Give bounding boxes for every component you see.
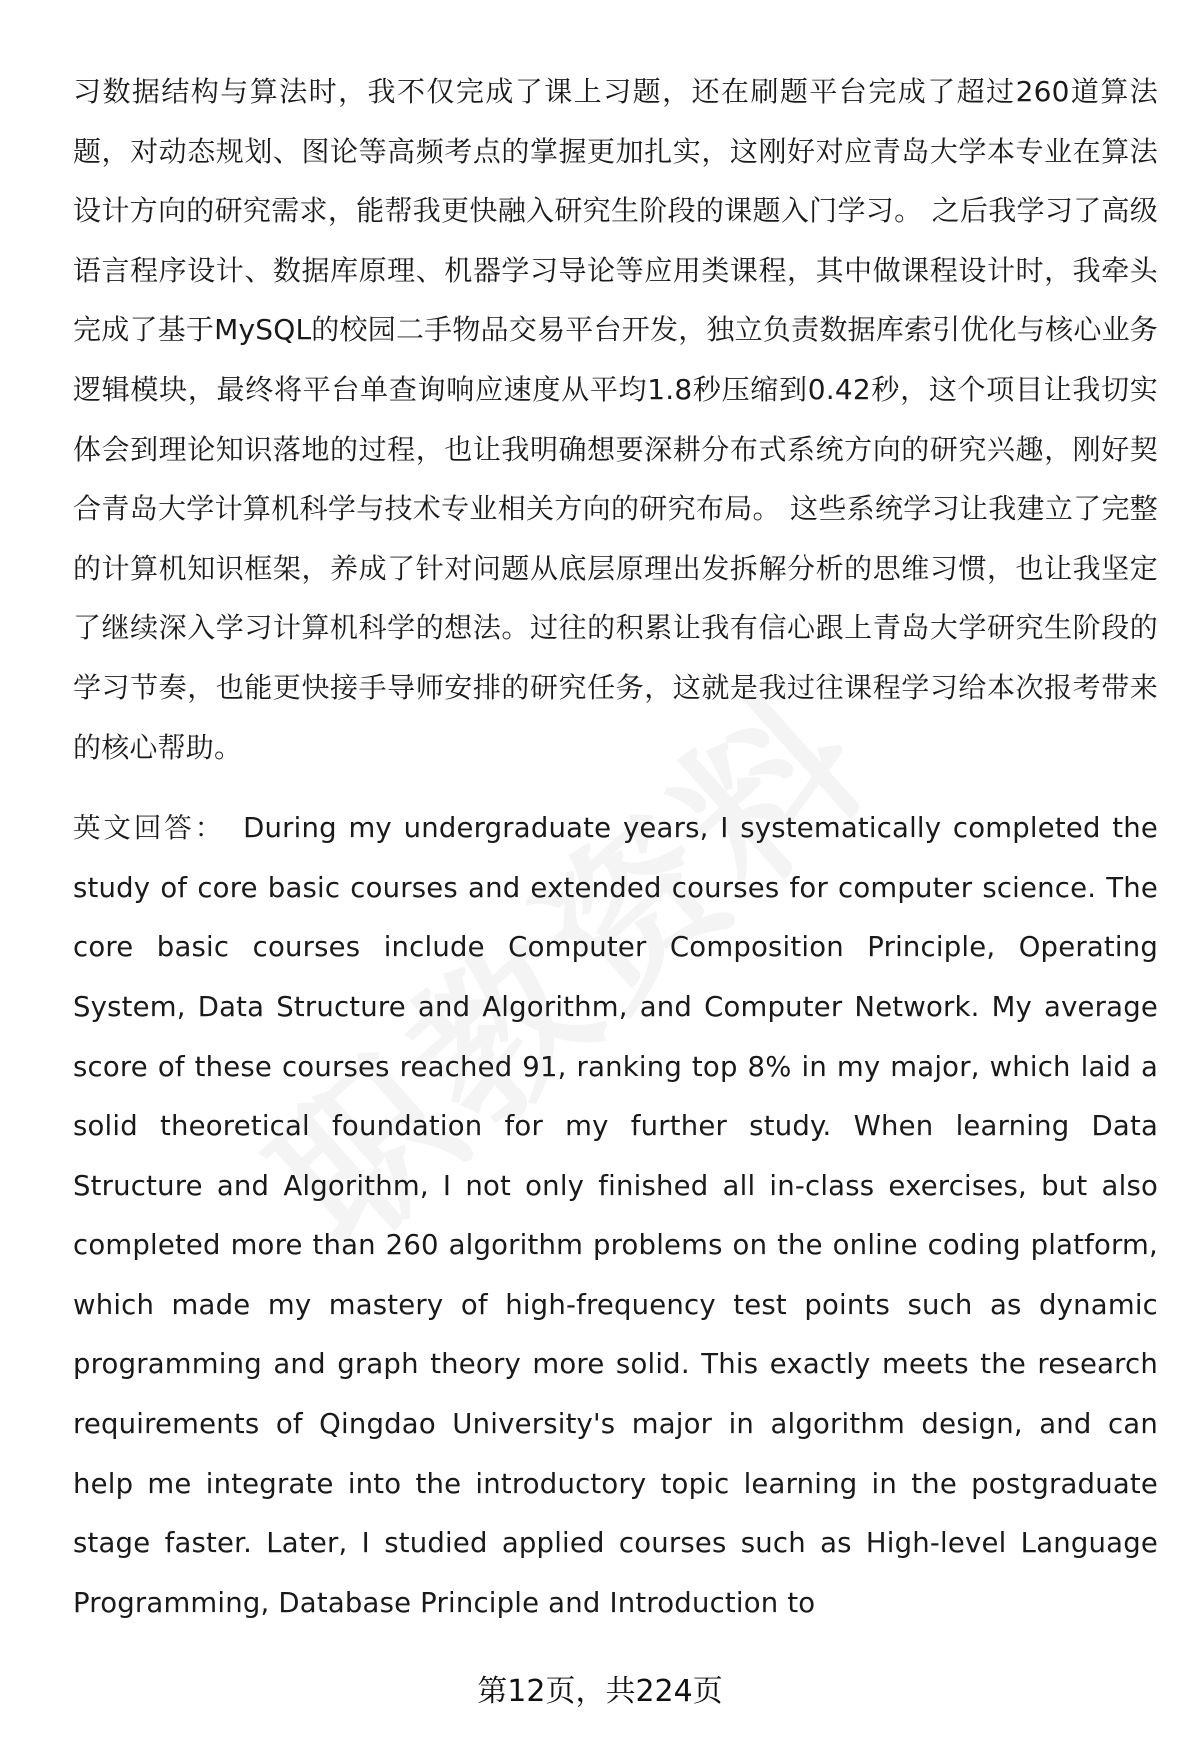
english-answer-text: During my undergraduate years, I systematically completed the study of core basic courses and extended courses for computer science. The core basic courses include Computer Composition Principle, Operating System, Data Structure and Algorithm, and Computer Network. My average score of these courses reached 91, ranking top 8% in my major, which laid a solid theoretical foundation for my further study. When learning Data Structure and Algorithm, I not only finished all in-class exercises, but also completed more than 260 algorithm problems on the online coding platform, which made my mastery of high-frequency test points such as dynamic programming and graph theory more solid. This exactly meets the research requirements of Qingdao University's major in algorithm design, and can help me integrate into the introductory topic learning in the postgraduate stage faster. Later, I studied applied courses such as High-level Language Programming, Database Principle and Introduction to (73, 812, 1159, 1619)
chinese-answer-paragraph: 习数据结构与算法时，我不仅完成了课上习题，还在刷题平台完成了超过260道算法题，对动态规划、图论等高频考点的掌握更加扎实，这刚好对应青岛大学本专业在算法设计方向的研究需求，能帮我更快融入研究生阶段的课题入门学习。 之后我学习了高级语言程序设计、数据库原理、机器学习导论等应用类课程，其中做课程设计时，我牵头完成了基于MySQL的校园二手物品交易平台开发，独立负责数据库索引优化与核心业务逻辑模块，最终将平台单查询响应速度从平均1.8秒压缩到0.42秒，这个项目让我切实体会到理论知识落地的过程，也让我明确想要深耕分布式系统方向的研究兴趣，刚好契合青岛大学计算机科学与技术专业相关方向的研究布局。 这些系统学习让我建立了完整的计算机知识框架，养成了针对问题从底层原理出发拆解分析的思维习惯，也让我坚定了继续深入学习计算机科学的想法。过往的积累让我有信心跟上青岛大学研究生阶段的学习节奏，也能更快接手导师安排的研究任务，这就是我过往课程学习给本次报考带来的核心帮助。 (73, 75, 1158, 764)
page-number-footer: 第12页，共224页 (477, 1674, 723, 1709)
english-answer-paragraph (73, 799, 1158, 1633)
english-answer-label: 英文回答： (73, 812, 226, 845)
document-body (73, 62, 1158, 1633)
